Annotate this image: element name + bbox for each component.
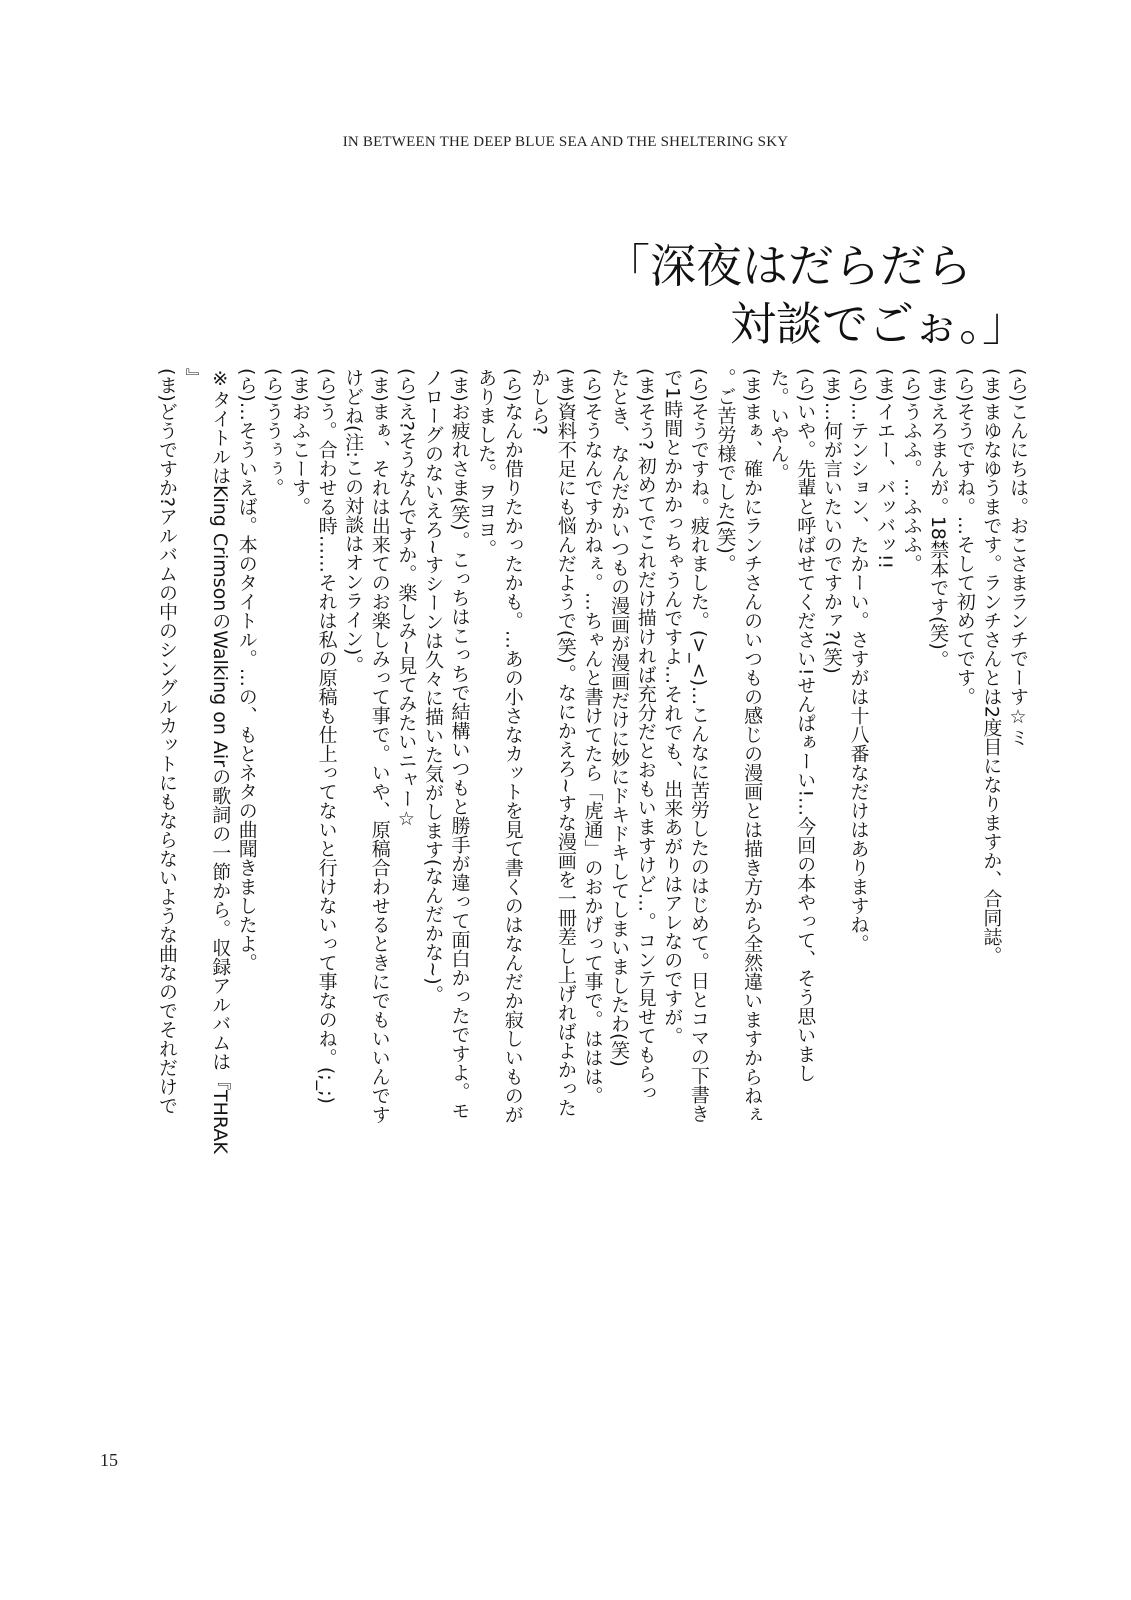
dialogue-line: ※タイトルはKing CrimsonのWalking on Airの歌詞の一節から。収録アルバムは『THRAK: [209, 368, 232, 1154]
dialogue-line: (ら)そうですね。疲れました。(>_<)…こんなに苦労したのはじめて。日とコマの下書き: [687, 368, 710, 1123]
page-number: 15: [100, 1450, 118, 1470]
dialogue-line: (ら)そうですね。…そして初めてです。: [953, 368, 976, 706]
dialogue-line: (ら)そうなんですかねぇ。…ちゃんと書けてたら「虎通」のおかげって事で。ははは。: [581, 368, 604, 1105]
article-title-line-1: 「深夜はだらだら: [604, 239, 972, 293]
running-header: IN BETWEEN THE DEEP BLUE SEA AND THE SHELTERING SKY: [342, 134, 789, 150]
dialogue-line: で1時間とかかかっちゃうんですよ…それでも、出来あがりはアレなのですが。: [661, 368, 684, 1046]
dialogue-line: (ら)いや。先輩と呼ばせてください!せんぱぁーい!…今回の本やって、そう思いまし: [794, 368, 817, 1083]
dialogue-body: [111, 368, 1031, 1258]
dialogue-line: (ま)どうですか?アルバムの中のシングルカットにもならないような曲なのでそれだけで: [156, 368, 178, 1115]
dialogue-line: たとき、なんだかいつもの漫画が漫画だけに妙にドキドキしてしまいましたわ(笑): [608, 368, 631, 1067]
dialogue-line: (ま)お疲れさま(笑)。こっちはこっちで結構いつもと勝手が違って面白かったですよ。モ: [448, 368, 471, 1120]
dialogue-line: ノローグのないえろ~すシーンは久々に描いた気がします(なんだかな~)。: [421, 368, 444, 1004]
dialogue-line: (ら)う。合わせる時……それは私の原稿も仕上ってないと行けないって事なのね。(;_;): [315, 368, 338, 1104]
dialogue-line: (ら)ううぅぅ。: [262, 368, 285, 497]
dialogue-line: (ま)おふこーす。: [288, 368, 311, 516]
dialogue-line: (ま)えろまんが。18禁本です(笑)。: [927, 368, 950, 669]
dialogue-line: (ま)そう? 初めてでこれだけ描ければ充分だとおもいますけど…。コンテ見せてもらっ: [634, 368, 657, 1102]
dialogue-line: (ま)イエー、バッバッ!!: [874, 368, 897, 570]
dialogue-line: (ら)なんか借りたかったかも。…あの小さなカットを見て書くのはなんだか寂しいものが: [501, 368, 524, 1124]
dialogue-line: (ま)まぁ、それは出来てのお楽しみって事で。いや、原稿合わせるときにでもいいんです: [368, 368, 391, 1124]
dialogue-line: (ま)まゆなゆうまです。ランチさんとは2度目になりますか、合同誌。: [980, 368, 1003, 965]
dialogue-line: かしら?: [528, 368, 551, 436]
dialogue-line: 。ご苦労様でした(笑)。: [714, 368, 737, 573]
dialogue-line: (ま)…何が言いたいのですかァ?(笑): [820, 368, 843, 674]
article-title: [560, 232, 1030, 352]
dialogue-line: 』: [182, 368, 205, 387]
dialogue-line: ありました。ヲヨヨ。: [475, 368, 498, 558]
dialogue-line: (ま)資料不足にも悩んだようで(笑)。なにかえろ~すな漫画を一冊差し上げればよかった: [554, 368, 577, 1117]
dialogue-line: けどね(注:この対談はオンライン)。: [342, 368, 365, 675]
dialogue-line: (ら)こんにちは。おこさまランチでーす☆ミ: [1007, 368, 1029, 747]
dialogue-line: た。いやん。: [767, 368, 790, 482]
article-title-line-2: 対談でごぉ。」: [730, 297, 1029, 351]
dialogue-line: (ま)まぁ、確かにランチさんのいつもの感じの漫画とは描き方から全然違いますからねぇ: [741, 368, 764, 1124]
dialogue-line: (ら)…テンション、たかーい。さすがは十八番なだけはありますね。: [847, 368, 870, 953]
dialogue-line: (ら)…そういえば。本のタイトル。…の、もとネタの曲聞きましたよ。: [235, 368, 258, 972]
dialogue-line: (ら)うふふ。…ふふふ。: [900, 368, 923, 573]
dialogue-line: (ら)え?そうなんですか。楽しみ~見てみたいニャー☆: [395, 368, 418, 830]
